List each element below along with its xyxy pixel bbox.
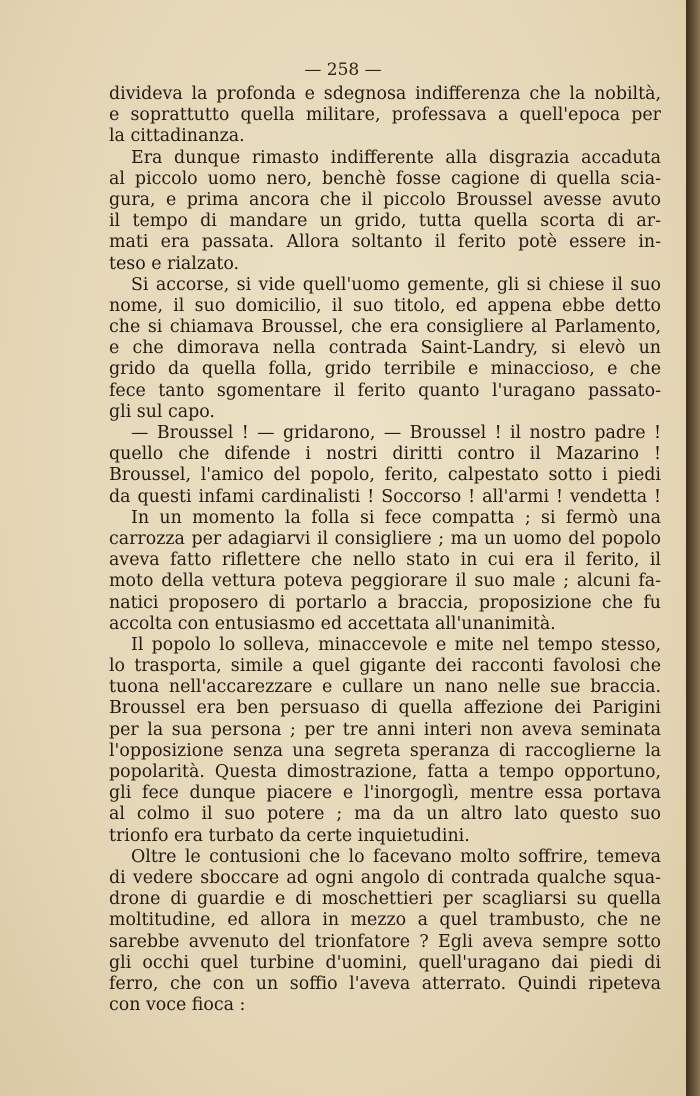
text-line: accolta con entusiasmo ed accettata all'unanimità. [109,613,556,634]
text-line: Broussel era ben persuaso di quella affezione dei Parigini [109,698,661,719]
text-line: Il popolo lo solleva, minaccevole e mite nel tempo stesso, [131,634,661,655]
page-number: — 258 — [304,60,382,80]
text-line: sarebbe avvenuto del trionfatore ? Egli aveva sempre sotto [109,931,661,952]
book-edge [686,0,700,1096]
text-line: mati era passata. Allora soltanto il ferito potè essere in- [109,232,661,253]
text-line: che si chiamava Broussel, che era consigliere al Parlamento, [109,317,661,338]
text-line: gura, e prima ancora che il piccolo Broussel avesse avuto [109,189,661,210]
text-line: teso e rialzato. [109,253,240,274]
text-line: gli sul capo. [109,401,215,422]
text-line: da questi infami cardinalisti ! Soccorso ! all'armi ! vendetta ! [109,486,661,507]
text-line: lo trasporta, simile a quel gigante dei racconti favolosi che [109,656,661,677]
text-line: con voce fioca : [109,995,246,1016]
text-line: Si accorse, si vide quell'uomo gemente, gli si chiese il suo [131,274,661,295]
text-line: per la sua persona ; per tre anni interi non aveva seminata [109,719,661,740]
text-line: grido da quella folla, grido terribile e minaccioso, e che [109,359,661,380]
text-line: gli fece dunque piacere e l'inorgoglì, mentre essa portava [109,783,661,804]
text-line: divideva la profonda e sdegnosa indifferenza che la nobiltà, [109,84,661,104]
text-line: gli occhi quel turbine d'uomini, quell'uragano dai piedi di [109,952,661,973]
text-line: l'opposizione senza una segreta speranza di raccoglierne la [109,740,661,761]
text-line: di vedere sboccare ad ogni angolo di contrada qualche squa- [109,867,661,888]
body-text [109,84,661,1016]
text-line: carrozza per adagiarvi il consigliere ; ma un uomo del popolo [109,528,661,549]
text-line: Broussel, l'amico del popolo, ferito, calpestato sotto i piedi [109,465,661,486]
text-line: — Broussel ! — gridarono, — Broussel ! il nostro padre ! [131,423,661,443]
text-line: fece tanto sgomentare il ferito quanto l'uragano passato- [109,380,661,401]
text-line: drone di guardie e di moschettieri per scagliarsi su quella [109,889,661,910]
text-line: In un momento la folla si fece compatta ; si fermò una [131,507,661,528]
text-line: quello che difende i nostri diritti contro il Mazarino ! [109,444,661,465]
text-line: moto della vettura poteva peggiorare il suo male ; alcuni fa- [109,571,661,592]
text-line: il tempo di mandare un grido, tutta quella scorta di ar- [109,211,661,232]
text-line: e che dimorava nella contrada Saint-Landry, si elevò un [109,338,661,359]
text-line: al piccolo uomo nero, benchè fosse cagione di quella scia- [109,168,661,189]
text-line: popolarità. Questa dimostrazione, fatta a tempo opportuno, [109,762,661,782]
text-line: natici proposero di portarlo a braccia, proposizione che fu [109,592,661,613]
text-line: moltitudine, ed allora in mezzo a quel trambusto, che ne [109,910,661,931]
text-line: Oltre le contusioni che lo facevano molto soffrire, temeva [131,846,661,867]
text-line: ferro, che con un soffio l'aveva atterrato. Quindi ripeteva [109,973,661,994]
text-line: Era dunque rimasto indifferente alla disgrazia accaduta [131,147,661,168]
text-line: e soprattutto quella militare, professava a quell'epoca per [109,105,661,126]
text-line: aveva fatto riflettere che nello stato in cui era il ferito, il [109,550,661,571]
text-line: la cittadinanza. [109,126,245,147]
text-line: trionfo era turbato da certe inquietudini. [109,825,470,846]
text-line: tuona nell'accarezzare e cullare un nano nelle sue braccia. [109,677,661,698]
text-line: al colmo il suo potere ; ma da un altro lato questo suo [109,804,661,825]
text-line: nome, il suo domicilio, il suo titolo, ed appena ebbe detto [109,295,661,316]
